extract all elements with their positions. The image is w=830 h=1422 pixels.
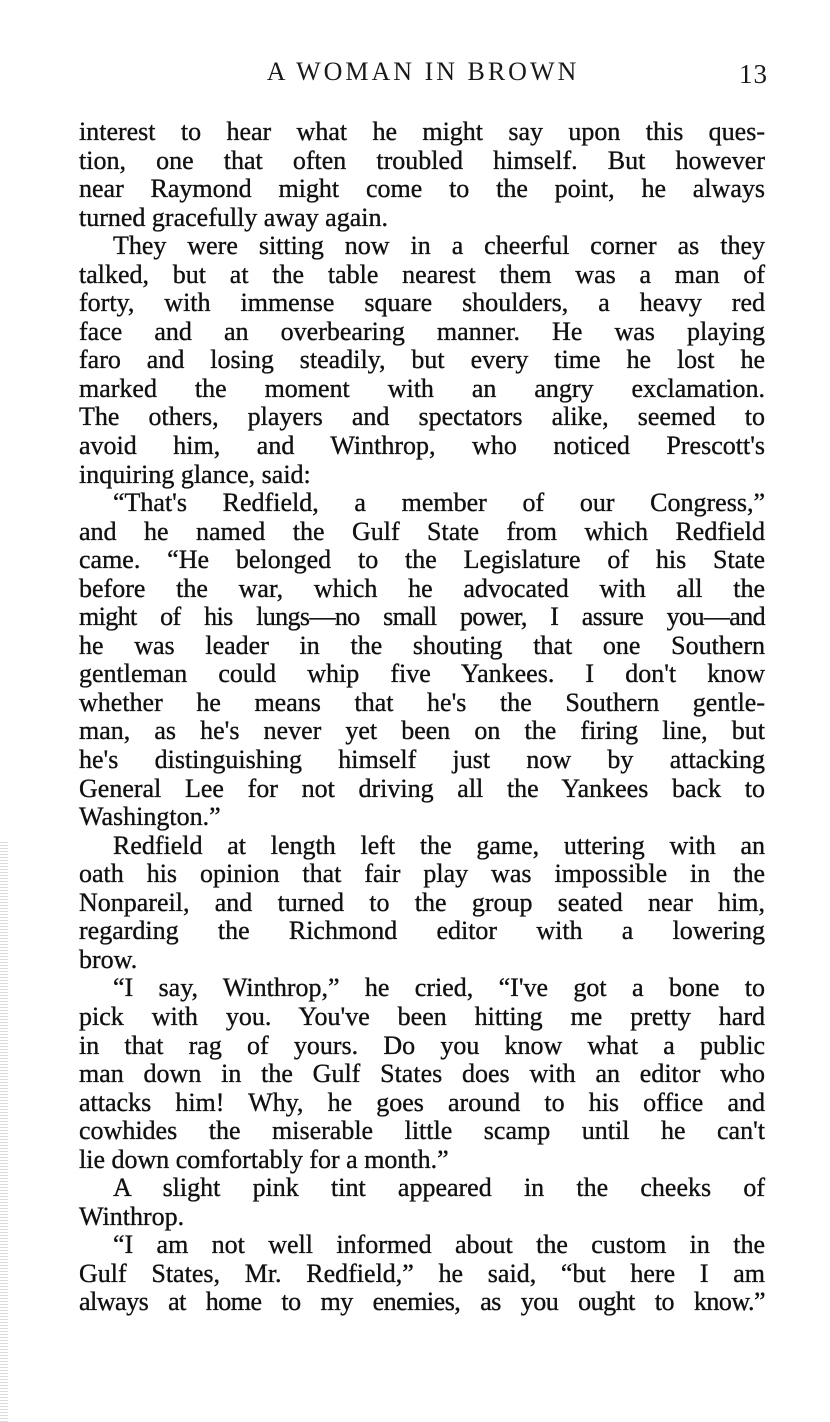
text-line: gentleman could whip five Yankees. I don't know: [79, 659, 765, 689]
text-line: inquiring glance, said:: [79, 459, 311, 489]
text-line: They were sitting now in a cheerful corner as they: [113, 231, 765, 261]
text-line: before the war, which he advocated with all the: [79, 573, 765, 603]
running-title: A WOMAN IN BROWN: [266, 57, 580, 86]
text-line: near Raymond might come to the point, he always: [79, 174, 765, 204]
text-line: brow.: [79, 944, 138, 974]
text-line: regarding the Richmond editor with a lowering: [79, 916, 765, 946]
text-line: whether he means that he's the Southern gentle-: [79, 687, 765, 717]
text-line: lie down comfortably for a month.”: [79, 1144, 449, 1174]
text-line: might of his lungs—no small power, I assure you—and: [79, 602, 765, 632]
text-line: The others, players and spectators alike, seemed to: [79, 402, 765, 432]
text-line: turned gracefully away again.: [79, 202, 388, 232]
text-line: and he named the Gulf State from which Redfield: [79, 516, 765, 546]
text-line: marked the moment with an angry exclamation.: [79, 373, 765, 403]
text-line: tion, one that often troubled himself. But however: [79, 145, 765, 175]
text-line: in that rag of yours. Do you know what a public: [79, 1030, 765, 1060]
text-line: A slight pink tint appeared in the cheeks of: [113, 1173, 765, 1203]
text-line: pick with you. You've been hitting me pretty hard: [79, 1001, 765, 1031]
text-line: interest to hear what he might say upon this ques-: [79, 117, 765, 146]
page-number: 13: [739, 59, 768, 89]
text-line: attacks him! Why, he goes around to his office and: [79, 1087, 765, 1117]
text-line: oath his opinion that fair play was impossible in the: [79, 859, 765, 889]
text-line: always at home to my enemies, as you ought to know.”: [79, 1287, 765, 1317]
text-line: avoid him, and Winthrop, who noticed Prescott's: [79, 431, 765, 461]
text-line: faro and losing steadily, but every time he lost he: [79, 345, 765, 375]
text-line: came. “He belonged to the Legislature of his State: [79, 545, 765, 575]
text-line: face and an overbearing manner. He was playing: [79, 316, 765, 346]
text-line: cowhides the miserable little scamp until he can't: [79, 1116, 765, 1146]
text-line: Gulf States, Mr. Redfield,” he said, “but here I am: [79, 1258, 765, 1288]
text-line: he was leader in the shouting that one Southern: [79, 630, 765, 660]
text-line: General Lee for not driving all the Yankees back to: [79, 773, 765, 803]
body-text: [79, 118, 765, 1317]
text-line: forty, with immense square shoulders, a heavy red: [79, 288, 765, 318]
text-line: “That's Redfield, a member of our Congress,”: [113, 488, 765, 518]
text-line: “I say, Winthrop,” he cried, “I've got a bone to: [113, 973, 765, 1003]
text-line: Winthrop.: [79, 1201, 185, 1231]
text-line: man, as he's never yet been on the firing line, but: [79, 716, 765, 746]
text-line: Nonpareil, and turned to the group seated near him,: [79, 887, 765, 917]
text-line: man down in the Gulf States does with an editor who: [79, 1059, 765, 1089]
text-line: talked, but at the table nearest them was a man of: [79, 259, 765, 289]
text-line: “I am not well informed about the custom in the: [113, 1230, 765, 1260]
text-line: he's distinguishing himself just now by attacking: [79, 745, 765, 775]
scan-edge-artifact: [0, 840, 8, 1422]
running-head: [78, 52, 768, 96]
text-line: Redfield at length left the game, uttering with an: [113, 830, 765, 860]
text-line: Washington.”: [79, 802, 221, 832]
